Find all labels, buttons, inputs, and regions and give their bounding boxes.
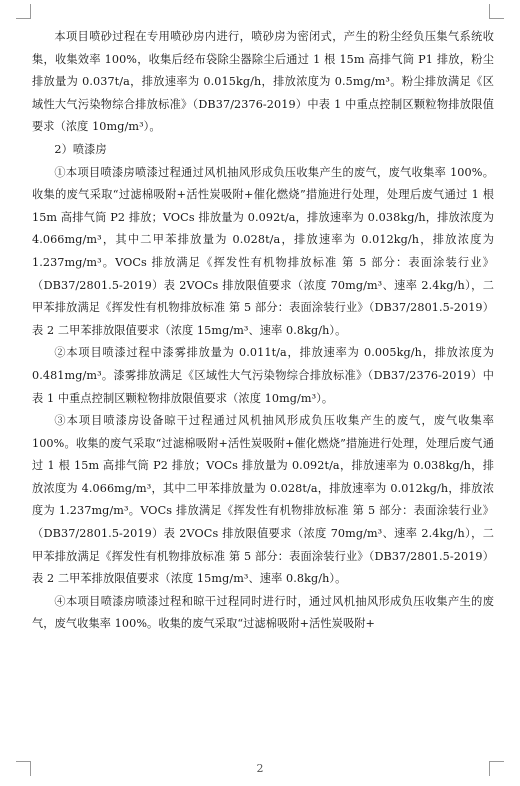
paragraph-drying: ③本项目喷漆房设备晾干过程通过风机抽风形成负压收集产生的废气，废气收集率 100%。收集的废气采取“过滤棉吸附+活性炭吸附+催化燃烧”措施进行处理，处理后废气通过 1 根 15m 高排气筒 P2 排放；VOCs 排放量为 0.092t/a，排放速率为 0.038kg/h，排放浓度为 4.066mg/m³，其中二甲苯排放量为 0.028t/a，排放速率为 0.012kg/h，排放浓度为 1.237mg/m³。VOCs 排放满足《挥发性有机物排放标准 第 5 部分：表面涂装行业》（DB37/2801.5-2019）表 2VOCs 排放限值要求（浓度 70mg/m³、速率 2.4kg/h），二甲苯排放满足《挥发性有机物排放标准 第 5 部分：表面涂装行业》（DB37/2801.5-2019）表 2 二甲苯排放限值要求（浓度 15mg/m³、速率 0.8kg/h）。 (32, 414, 494, 586)
document-body[interactable] (32, 26, 494, 636)
page-number: 2 (256, 762, 264, 775)
paragraph-sandblasting: 本项目喷砂过程在专用喷砂房内进行，喷砂房为密闭式，产生的粉尘经负压集气系统收集，收集效率 100%，收集后经布袋除尘器除尘后通过 1 根 15m 高排气筒 P1 排放，粉尘排放量为 0.037t/a，排放速率为 0.015kg/h，排放浓度为 0.5mg/m³。粉尘排放满足《区域性大气污染物综合排放标准》（DB37/2376-2019）中表 1 中重点控制区颗粒物排放限值要求（浓度 10mg/m³）。 (32, 30, 494, 134)
section-heading-paint-room: 2）喷漆房 (54, 142, 107, 156)
crop-mark-top-right (489, 4, 504, 19)
paragraph-simultaneous: ④本项目喷漆房喷漆过程和晾干过程同时进行时，通过风机抽风形成负压收集产生的废气，废气收集率 100%。收集的废气采取“过滤棉吸附+活性炭吸附+ (32, 594, 494, 631)
paragraph-paint-mist: ②本项目喷漆过程中漆雾排放量为 0.011t/a，排放速率为 0.005kg/h，排放浓度为 0.481mg/m³。漆雾排放满足《区域性大气污染物综合排放标准》（DB37/2376-2019）中表 1 中重点控制区颗粒物排放限值要求（浓度 10mg/m³）。 (32, 346, 494, 405)
crop-mark-top-left (16, 4, 31, 19)
paragraph-paint-spraying: ①本项目喷漆房喷漆过程通过风机抽风形成负压收集产生的废气，废气收集率 100%。收集的废气采取“过滤棉吸附+活性炭吸附+催化燃烧”措施进行处理，处理后废气通过 1 根 15m 高排气筒 P2 排放；VOCs 排放量为 0.092t/a，排放速率为 0.038kg/h，排放浓度为 4.066mg/m³，其中二甲苯排放量为 0.028t/a，排放速率为 0.012kg/h，排放浓度为 1.237mg/m³。VOCs 排放满足《挥发性有机物排放标准 第 5 部分：表面涂装行业》（DB37/2801.5-2019）表 2VOCs 排放限值要求（浓度 70mg/m³、速率 2.4kg/h），二甲苯排放满足《挥发性有机物排放标准 第 5 部分：表面涂装行业》（DB37/2801.5-2019）表 2 二甲苯排放限值要求（浓度 15mg/m³、速率 0.8kg/h）。 (32, 165, 494, 337)
